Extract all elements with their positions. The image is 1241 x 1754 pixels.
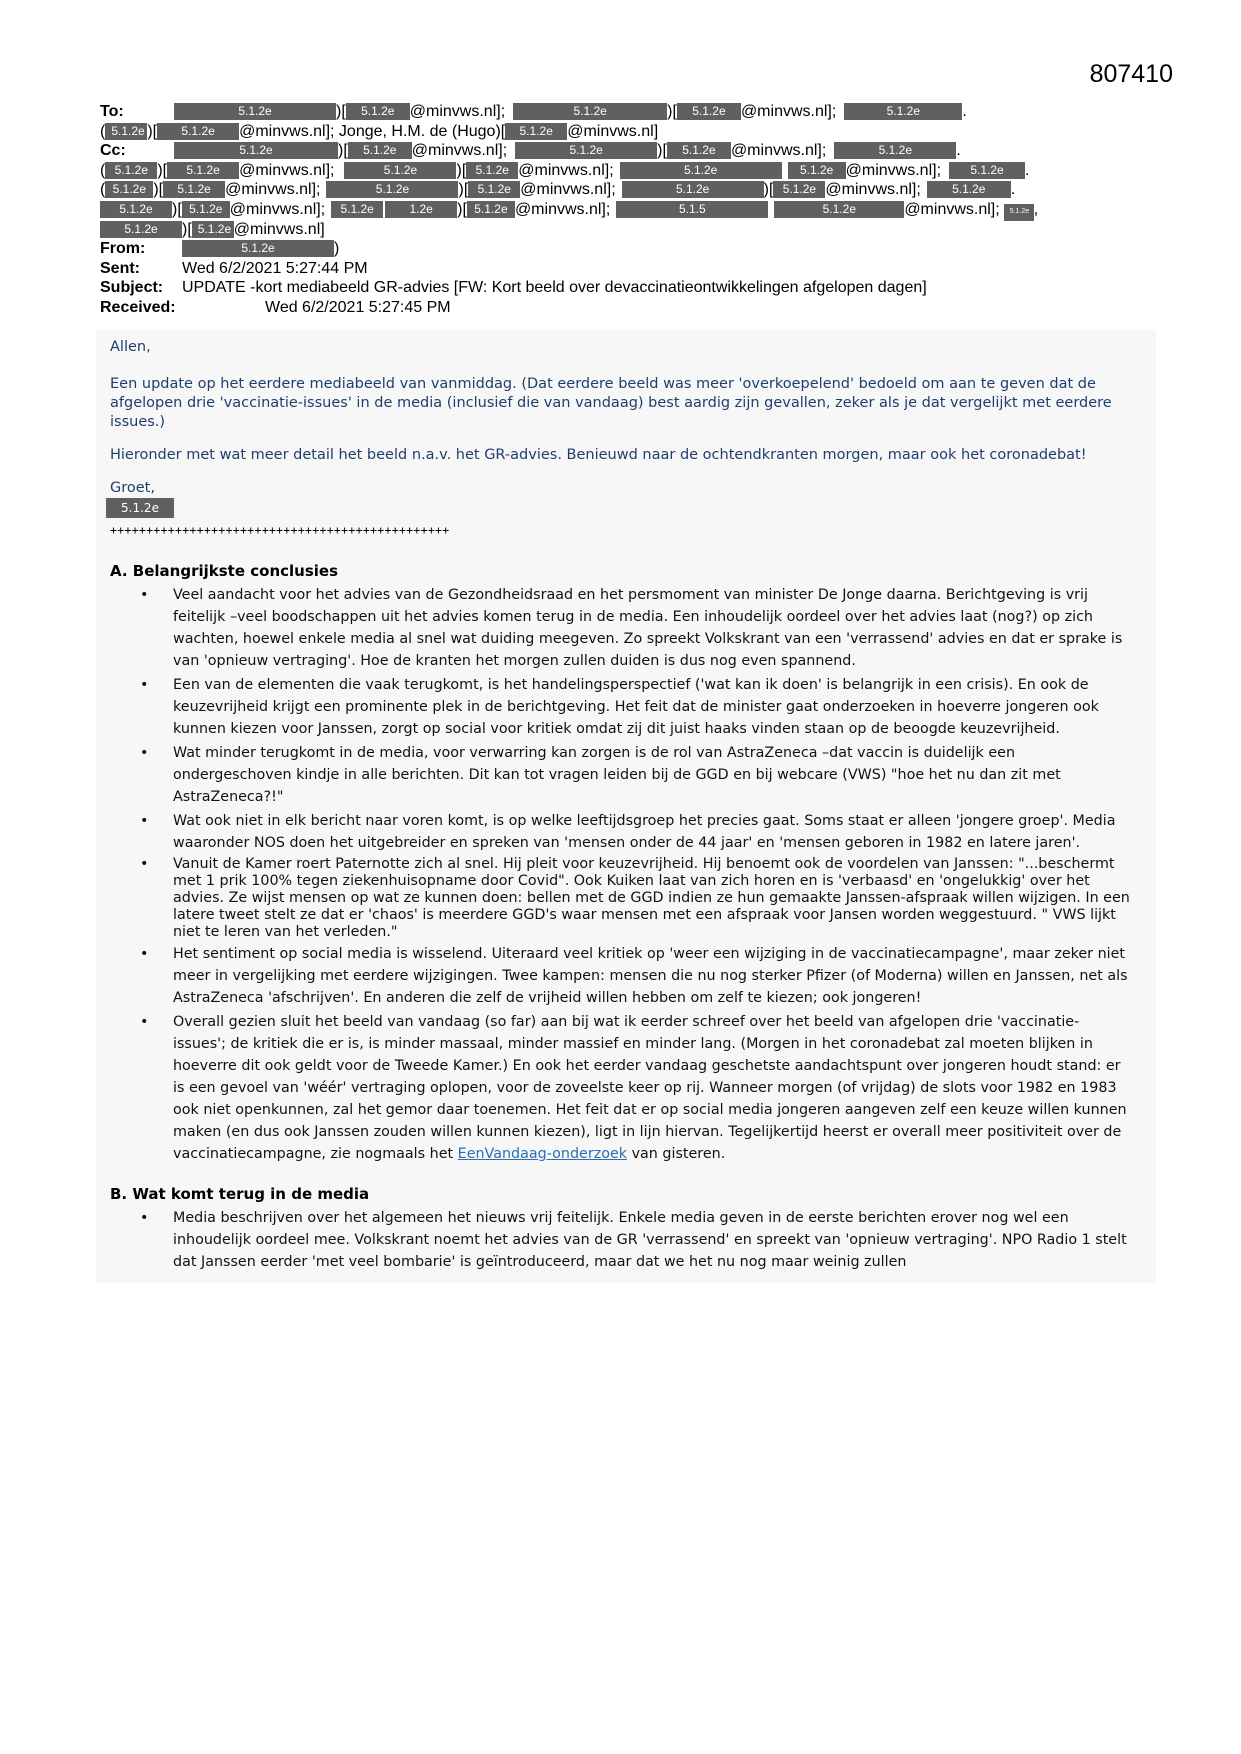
separator: . (1010, 181, 1016, 199)
separator: )[ (336, 103, 346, 120)
eenvandaag-link[interactable]: EenVandaag-onderzoek (457, 1146, 628, 1162)
separator: ( (100, 161, 106, 179)
sent-value: Wed 6/2/2021 5:27:44 PM (182, 259, 368, 277)
redaction: 5.1.2e (344, 162, 456, 179)
email-header (100, 102, 1150, 318)
list-item: • Wat ook niet in elk bericht naar voren komt, is op welke leeftijdsgroep het precies gaat. Soms staat er alleen 'jongere groep'. Media waaronder NOS doen het uitgebreider en spreken van 'mensen onder de 44 jaar' en 'mensen geboren in 1982 en latere jaren'. (96, 810, 1156, 854)
separator: )[ (172, 200, 182, 218)
redaction: 5.1.2e (774, 201, 904, 218)
email-domain: @minvws.nl]; (520, 181, 616, 199)
paragraph: Een update op het eerdere mediabeeld van vanmiddag. (Dat eerdere beeld was meer 'overkoepelend' bedoeld om aan te geven dat de afgelopen drie 'vaccinatie-issues' in de media (inclusief die van vandaag) best aardig zijn gevallen, zeker als je dat vergelijkt met eerdere issues.) (110, 376, 1112, 430)
redaction: 5.1.2e (515, 142, 657, 159)
cc-line (100, 141, 1150, 161)
closing: Groet, (110, 480, 155, 496)
email-domain: @minvws.nl]; (411, 142, 508, 160)
separator: )[ (667, 103, 677, 120)
redaction: 5.1.2e (667, 142, 731, 159)
email-domain: @minvws.nl]; (229, 200, 326, 218)
section-b-title: B. Wat komt terug in de media (110, 1185, 370, 1203)
list-item: • Vanuit de Kamer roert Paternotte zich al snel. Hij pleit voor keuzevrijheid. Hij benoemt ook de voordelen van Janssen: "...beschermt met 1 prik 100% tegen ziekenhuisopname door Covid". Ook Kuiken laat van zich horen en is 'verbaasd' en 'ongelukkig' over het advies. Ze wijst mensen op wat ze kunnen doen: bellen met de GGD indien ze hun gemaakte Janssen-afspraak willen wijzigen. In een latere tweet stelt ze dat er 'chaos' is meerdere GGD's waar mensen met een afspraak voor Jansen worden weggestuurd. " VWS lijkt niet te leren van het verleden." (96, 856, 1156, 941)
email-domain: @minvws.nl] (233, 220, 325, 238)
separator: , (1033, 200, 1039, 218)
separator: )[ (338, 142, 348, 160)
subject-value: UPDATE -kort mediabeeld GR-advies [FW: Kort beeld over devaccinatieontwikkelingen afgelopen dagen] (182, 279, 927, 297)
sent-line (100, 259, 1150, 279)
list-item: • Veel aandacht voor het advies van de Gezondheidsraad en het persmoment van minister De Jonge daarna. Berichtgeving is vrij feitelijk –veel boodschappen uit het advies komen terug in de media. Een inhoudelijk oordeel over het advies laat (nog?) op zich wachten, hoewel enkele media al snel wat duiding meegeven. Zo spreekt Volkskrant van een 'verrassend' advies en dat er sprake is van 'opnieuw vertraging'. Hoe de kranten het morgen zullen duiden is dus nog even spannend. (96, 584, 1156, 672)
separator: )[ (153, 181, 164, 199)
from-line (100, 239, 1150, 259)
message (96, 330, 1156, 540)
redaction: 5.1.2e (167, 162, 239, 179)
list-item: • Wat minder terugkomt in de media, voor verwarring kan zorgen is de rol van AstraZeneca –dat vaccin is duidelijk een ondergeschoven kindje in alle berichten. Dit kan tot vragen leiden bij de GGD en bij webcare (VWS) "hoe het nu dan zit met AstraZeneca?!" (96, 742, 1156, 808)
redaction: 5.1.2e (788, 162, 846, 179)
separator: . (962, 103, 967, 120)
separator: )[ (457, 200, 467, 218)
cc-line (100, 220, 1150, 240)
separator: . (1025, 161, 1030, 179)
received-line (100, 298, 1150, 318)
list-item: • Het sentiment op social media is wisselend. Uiteraard veel kritiek op 'weer een wijziging in de vaccinatiecampagne', maar zeker niet meer in vergelijking met eerdere wijzigingen. Twee kampen: mensen die nu nog sterker Pfizer (of Moderna) willen en Janssen, net als AstraZeneca 'afschrijven'. En anderen die zelf de vrijheid willen hebben om zelf te kiezen; ook jongeren! (96, 943, 1156, 1009)
cc-label: Cc: (100, 142, 126, 160)
redaction: 5.1.2e (620, 162, 782, 179)
section-a-list (96, 584, 1156, 1165)
separator: )[ (763, 181, 774, 199)
redaction: 5.1.2e (105, 162, 157, 179)
redaction: 5.1.2e (182, 201, 230, 218)
email-domain: @minvws.nl] (567, 122, 659, 140)
separator: )[ (147, 122, 158, 140)
redaction: 5.1.2e (105, 123, 147, 140)
redaction: 5.1.2e (174, 142, 338, 159)
to-line (100, 102, 1150, 122)
redaction: 5.1.2e (331, 201, 383, 218)
cc-line (100, 200, 1150, 220)
redaction: 1.2e (385, 201, 457, 218)
paragraph: Hieronder met wat meer detail het beeld n.a.v. het GR-advies. Benieuwd naar de ochtendkranten morgen, maar ook het coronadebat! (110, 447, 1087, 463)
sent-label: Sent: (100, 259, 140, 277)
redaction: 5.1.2e (100, 221, 182, 238)
separator: )[ (182, 220, 192, 238)
list-item: • Een van de elementen die vaak terugkomt, is het handelingsperspectief ('wat kan ik doen' is belangrijk in een crisis). En ook de keuzevrijheid krijgt een prominente plek in de berichtgeving. Het feit dat de minister gaat onderzoeken in hoeverre jongeren ook kunnen kiezen voor Janssen, zorgt op social voor kritiek omdat zij dit juist haaks vinden staan op de beoogde keuzevrijheid. (96, 674, 1156, 740)
redaction: 5.1.2e (346, 103, 410, 120)
email-domain: @minvws.nl]; (409, 103, 506, 120)
separator: ( (100, 122, 106, 140)
section-a-title: A. Belangrijkste conclusies (110, 562, 339, 580)
separator: . (956, 142, 961, 160)
redaction: 5.1.2e (844, 103, 962, 120)
redaction: 5.1.2e (326, 181, 458, 198)
redaction: 5.1.2e (163, 181, 225, 198)
divider: +++++++++++++++++++++++++++++++++++++++++++++++ (110, 523, 450, 537)
redaction: 5.1.2e (157, 123, 239, 140)
email-domain: @minvws.nl]; (740, 103, 837, 120)
email-domain: @minvws.nl]; (518, 161, 614, 179)
email-domain: @minvws.nl]; (730, 142, 827, 160)
redaction: 5.1.2e (468, 181, 520, 198)
redaction: 5.1.2e (677, 103, 741, 120)
list-item-text: Overall gezien sluit het beeld van vandaag (so far) aan bij wat ik eerder schreef over het beeld van afgelopen drie 'vaccinatie-issues'; de kritiek die er is, is minder massaal, minder massief en minder lang. (Morgen in het coronadebat zal moeten blijken in hoeverre dit ook geldt voor de Tweede Kamer.) En ook het eerder vandaag geschetste aandachtspunt over jongeren houdt stand: er is een gevoel van 'wéér' vertraging oplopen, voor de zoveelste keer op rij. Wanneer morgen (of vrijdag) de slots voor 1982 en 1983 ook niet openkunnen, zal het gemor daar toenemen. Het feit dat er op social media jongeren aangeven zelf een keuze willen kunnen maken (en dus ook Janssen zouden willen kunnen kiezen), ligt in lijn hiervan. Tegelijkertijd heerst er overall meer positiviteit over de vaccinatiecampagne, zie nogmaals het (173, 1014, 1127, 1162)
email-domain: @minvws.nl]; (225, 181, 321, 199)
from-label: From: (100, 240, 146, 258)
redaction: 5.1.2e (1004, 204, 1034, 221)
redaction: 5.1.2e (192, 221, 234, 238)
email-domain: @minvws.nl]; (845, 161, 942, 179)
received-label: Received: (100, 298, 176, 316)
list-item: • Media beschrijven over het algemeen het nieuws vrij feitelijk. Enkele media geven in de eerste berichten erover nog wel een inhoudelijk oordeel mee. Volkskrant noemt het advies van de GR 'verrassend' en spreekt van 'opnieuw vertraging'. NPO Radio 1 stelt dat Janssen eerder 'met veel bombarie' is geïntroduceerd, maar dat we het nu nog maar weinig zullen (96, 1207, 1156, 1281)
signature-redaction: 5.1.2e (106, 498, 174, 518)
redaction: 5.1.2e (105, 181, 153, 198)
to-line (100, 122, 1150, 142)
redaction: 5.1.2e (348, 142, 412, 159)
redaction: 5.1.2e (174, 103, 336, 120)
list-item (96, 1011, 1156, 1165)
email-domain: @minvws.nl]; (825, 181, 921, 199)
separator: ( (100, 181, 106, 199)
separator: )[ (458, 181, 469, 199)
subject-label: Subject: (100, 279, 164, 297)
redaction: 5.1.2e (467, 201, 515, 218)
email-domain: @minvws.nl]; (514, 200, 611, 218)
subject-line (100, 278, 1150, 298)
separator: )[ (157, 161, 168, 179)
section-b-list (96, 1207, 1156, 1281)
redaction: 5.1.2e (100, 201, 172, 218)
list-item-tail: van gisteren. (631, 1146, 726, 1162)
document-number: 807410 (1089, 60, 1173, 88)
email-domain: @minvws.nl]; (239, 161, 335, 179)
redaction: 5.1.2e (834, 142, 956, 159)
cc-line (100, 161, 1150, 181)
separator: )[ (657, 142, 667, 160)
email-body (96, 330, 1156, 1283)
redaction: 5.1.2e (182, 240, 334, 257)
email-domain: @minvws.nl]; (904, 200, 1000, 218)
redaction: 5.1.2e (949, 162, 1025, 179)
redaction: 5.1.2e (773, 181, 825, 198)
greeting: Allen, (110, 339, 151, 355)
received-value: Wed 6/2/2021 5:27:45 PM (265, 298, 451, 316)
redaction: 5.1.2e (513, 103, 667, 120)
email-jonge: @minvws.nl]; Jonge, H.M. de (Hugo)[ (239, 122, 506, 140)
redaction: 5.1.2e (466, 162, 518, 179)
to-label: To: (100, 103, 124, 120)
cc-line (100, 180, 1150, 200)
separator: ) (334, 240, 340, 258)
separator: )[ (456, 161, 467, 179)
redaction: 5.1.2e (622, 181, 764, 198)
redaction: 5.1.2e (505, 123, 567, 140)
redaction: 5.1.5 (616, 201, 768, 218)
redaction: 5.1.2e (927, 181, 1011, 198)
